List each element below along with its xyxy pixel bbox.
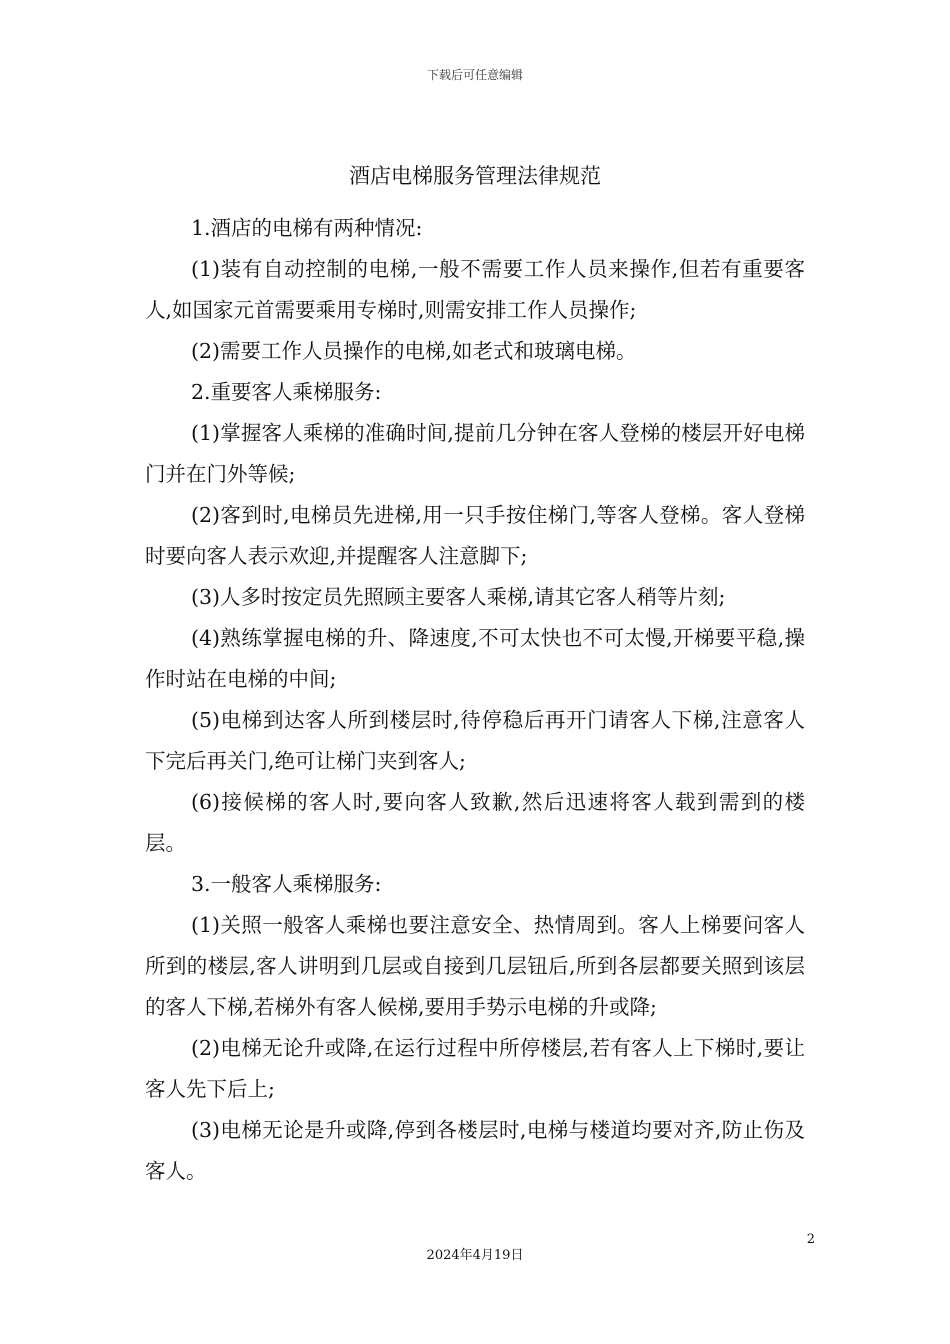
section-heading: 2.重要客人乘梯服务:	[191, 380, 382, 404]
footer-date: 2024年4月19日	[426, 1248, 524, 1263]
document-body	[145, 208, 805, 1192]
page-number: 2	[806, 1232, 815, 1247]
paragraph: (1)装有自动控制的电梯,一般不需要工作人员来操作,但若有重要客人,如国家元首需要乘用专梯时,则需安排工作人员操作;	[145, 257, 805, 322]
paragraph: (4)熟练掌握电梯的升、降速度,不可太快也不可太慢,开梯要平稳,操作时站在电梯的中间;	[145, 626, 805, 691]
paragraph: (5)电梯到达客人所到楼层时,待停稳后再开门请客人下梯,注意客人下完后再关门,绝可让梯门夹到客人;	[145, 708, 805, 773]
section-heading: 3.一般客人乘梯服务:	[191, 872, 382, 896]
page-header: 下载后可任意编辑	[426, 68, 523, 82]
paragraph: (3)电梯无论是升或降,停到各楼层时,电梯与楼道均要对齐,防止伤及客人。	[145, 1118, 805, 1183]
paragraph: (2)电梯无论升或降,在运行过程中所停楼层,若有客人上下梯时,要让客人先下后上;	[145, 1036, 805, 1101]
paragraph: (6)接候梯的客人时,要向客人致歉,然后迅速将客人载到需到的楼层。	[145, 790, 805, 855]
document-title: 酒店电梯服务管理法律规范	[349, 164, 601, 188]
paragraph: (2)需要工作人员操作的电梯,如老式和玻璃电梯。	[191, 339, 637, 363]
paragraph: (3)人多时按定员先照顾主要客人乘梯,请其它客人稍等片刻;	[191, 585, 726, 609]
paragraph: (2)客到时,电梯员先进梯,用一只手按住梯门,等客人登梯。客人登梯时要向客人表示欢迎,并提醒客人注意脚下;	[145, 503, 805, 568]
paragraph: (1)掌握客人乘梯的准确时间,提前几分钟在客人登梯的楼层开好电梯门并在门外等候;	[145, 421, 805, 486]
paragraph: (1)关照一般客人乘梯也要注意安全、热情周到。客人上梯要问客人所到的楼层,客人讲明到几层或自接到几层钮后,所到各层都要关照到该层的客人下梯,若梯外有客人候梯,要用手势示电梯的升或降;	[145, 913, 805, 1019]
section-heading: 1.酒店的电梯有两种情况:	[191, 216, 423, 240]
